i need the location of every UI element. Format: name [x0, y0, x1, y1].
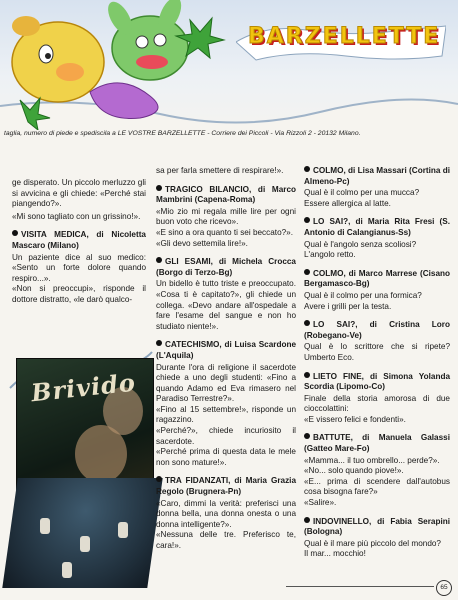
continued-text: ge disperato. Un piccolo merluzzo gli si avvicina e gli chiede: «Perché stai piangendo?».	[12, 178, 146, 209]
column-3	[304, 166, 450, 562]
bullet-icon	[156, 185, 162, 191]
joke-title: INDOVINELLO, di Fabia Serapini (Bologna)	[304, 516, 450, 537]
cartoon-characters-icon	[0, 0, 240, 130]
joke-text: Durante l'ora di religione il sacerdote chiede a uno degli studenti: «Fino a quando Adamo ed Eva rimasero nel Paradiso Terrestre?». «Fino al 15 settembre!», risponde un ragazzino. «Perché?», chiede incuriosito il sacerdote. «Perché prima di questa data le mele non sono mature!».	[156, 362, 296, 467]
page-title: BARZELLETTE	[248, 24, 441, 49]
bullet-icon	[304, 517, 310, 523]
bullet-icon	[304, 372, 310, 378]
joke-text: «Mio zio mi regala mille lire per ogni buon voto che ricevo». «E sino a ora quanto ti sei beccato?». «Gli devo settemila lire!».	[156, 206, 296, 248]
joke-text: Qual è l'angolo senza scoliosi? L'angolo retto.	[304, 239, 417, 260]
page-number: 65	[436, 580, 452, 596]
continued-text: «Mi sono tagliato con un grissino!».	[12, 211, 141, 221]
joke-title: GLI ESAMI, di Michela Crocca (Borgo di Terzo-Bg)	[156, 257, 296, 277]
continued-text: sa per farla smettere di respirare!».	[156, 166, 284, 175]
joke-text: Qual è il mare più piccolo del mondo? Il mar... mocchio!	[304, 538, 441, 559]
header-illustration	[0, 0, 458, 140]
joke-title: CATECHISMO, di Luisa Scardone (L'Aquila)	[156, 340, 296, 360]
bullet-icon	[304, 320, 310, 326]
joke-text: Un bidello è tutto triste e preoccupato. «Cosa ti è capitato?», gli chiede un collega. «Devo andare all'ospedale a fare l'esame del sangue e non ho studiato niente!».	[156, 279, 296, 331]
brivido-game-image	[10, 350, 155, 590]
game-piece-icon	[62, 562, 72, 578]
game-piece-icon	[118, 522, 128, 538]
joke-title: LO SAI?, di Maria Rita Fresi (S. Antonio di Calangianus-Ss)	[304, 217, 450, 237]
joke-text: «Caro, dimmi la verità: preferisci una donna bella, una donna onesta o una donna intelligente?». «Nessuna delle tre. Preferisco te, cara!».	[156, 498, 296, 550]
bullet-icon	[304, 433, 310, 439]
joke-title: VISITA MEDICA, di Nicoletta Mascaro (Milano)	[12, 230, 146, 250]
game-title: Brivido	[29, 367, 138, 408]
game-board	[2, 478, 162, 588]
divider	[286, 586, 434, 587]
bullet-icon	[304, 217, 310, 223]
joke-title: LO SAI?, di Cristina Loro (Robegano-Ve)	[304, 320, 450, 340]
column-1	[12, 178, 146, 308]
joke-title: TRA FIDANZATI, di Maria Grazia Regolo (Brugnera-Pn)	[156, 476, 296, 497]
joke-text: Qual è il colmo per una formica? Avere i grilli per la testa.	[304, 290, 422, 311]
joke-title: BATTUTE, di Manuela Galassi (Gatteo Mare-Fo)	[304, 433, 450, 454]
joke-title: TRAGICO BILANCIO, di Marco Mambrini (Capena-Roma)	[156, 184, 296, 205]
bullet-icon	[12, 230, 18, 236]
joke-text: Qual è lo scrittore che si ripete?Umberto Eco.	[304, 342, 450, 362]
game-piece-icon	[40, 518, 50, 534]
joke-text: Qual è il colmo per una mucca? Essere allergica al latte.	[304, 188, 420, 208]
bullet-icon	[156, 476, 162, 482]
joke-title: COLMO, di Lisa Massari (Cortina di Almeno-Pc)	[304, 166, 450, 186]
column-2	[156, 166, 296, 554]
bullet-icon	[156, 340, 162, 346]
joke-text: «Mamma... il tuo ombrello... perde?». «No... solo quando piove!». «E... prima di scendere dall'autobus cosa bisogna fare?» «Salire».	[304, 455, 450, 508]
game-piece-icon	[80, 536, 90, 552]
joke-title: COLMO, di Marco Marrese (Cisano Bergamasco-Bg)	[304, 268, 450, 289]
bullet-icon	[304, 269, 310, 275]
joke-text: Un paziente dice al suo medico: «Sento un forte dolore quando respiro...». «Non si preoccupi», risponde il dottore distratto, «le darò qualco-	[12, 252, 146, 304]
submission-address: taglia, numero di piede e spediscila a LE VOSTRE BARZELLETTE - Corriere dei Piccoli - Via Rizzoli 2 - 20132 Milano.	[4, 130, 361, 137]
bullet-icon	[304, 166, 310, 172]
bullet-icon	[156, 257, 162, 263]
joke-text: Finale della storia amorosa di due cioccolattini: «E vissero felici e fondenti».	[304, 393, 450, 424]
joke-title: LIETO FINE, di Simona Yolanda Scordia (Lipomo-Co)	[304, 371, 450, 392]
